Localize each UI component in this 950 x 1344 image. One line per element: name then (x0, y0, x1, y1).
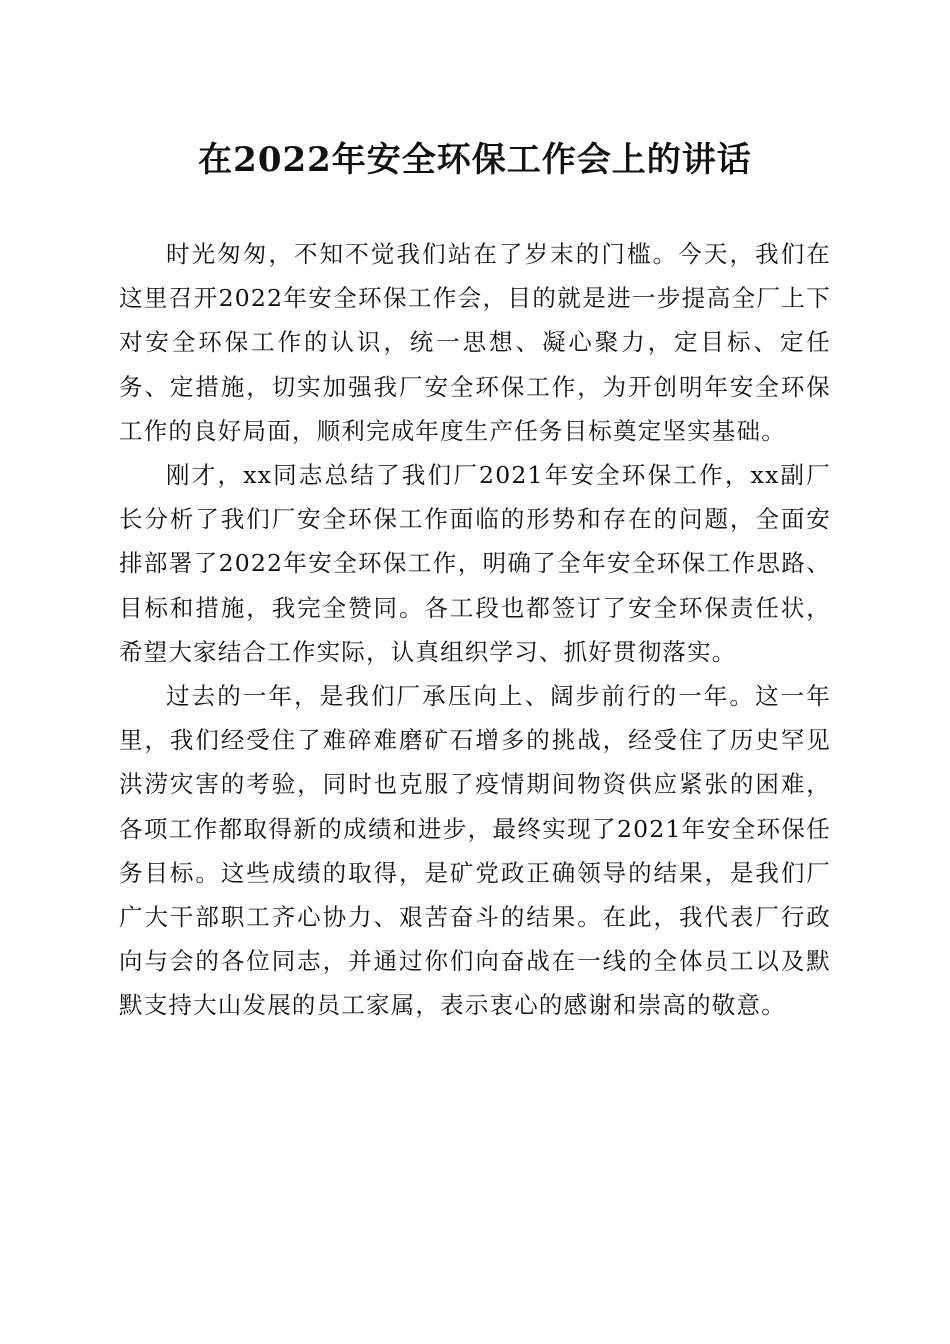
document-body (119, 232, 831, 1028)
document-title: 在2022年安全环保工作会上的讲话 (198, 140, 752, 180)
paragraph-2: 刚才，xx同志总结了我们厂2021年安全环保工作，xx副厂长分析了我们厂安全环保工作面临的形势和存在的问题，全面安排部署了2022年安全环保工作，明确了全年安全环保工作思路、目标和措施，我完全赞同。各工段也都签订了安全环保责任状，希望大家结合工作实际，认真组织学习、抓好贯彻落实。 (119, 461, 831, 666)
paragraph-3: 过去的一年，是我们厂承压向上、阔步前行的一年。这一年里，我们经受住了难碎难磨矿石增多的挑战，经受住了历史罕见洪涝灾害的考验，同时也克服了疫情期间物资供应紧张的困难，各项工作都取得新的成绩和进步，最终实现了2021年安全环保任务目标。这些成绩的取得，是矿党政正确领导的结果，是我们厂广大干部职工齐心协力、艰苦奋斗的结果。在此，我代表厂行政向与会的各位同志，并通过你们向奋战在一线的全体员工以及默默支持大山发展的员工家属，表示衷心的感谢和崇高的敬意。 (119, 682, 831, 1020)
paragraph-1: 时光匆匆，不知不觉我们站在了岁末的门槛。今天，我们在这里召开2022年安全环保工作会，目的就是进一步提高全厂上下对安全环保工作的认识，统一思想、凝心聚力，定目标、定任务、定措施，切实加强我厂安全环保工作，为开创明年安全环保工作的良好局面，顺利完成年度生产任务目标奠定坚实基础。 (119, 240, 831, 445)
